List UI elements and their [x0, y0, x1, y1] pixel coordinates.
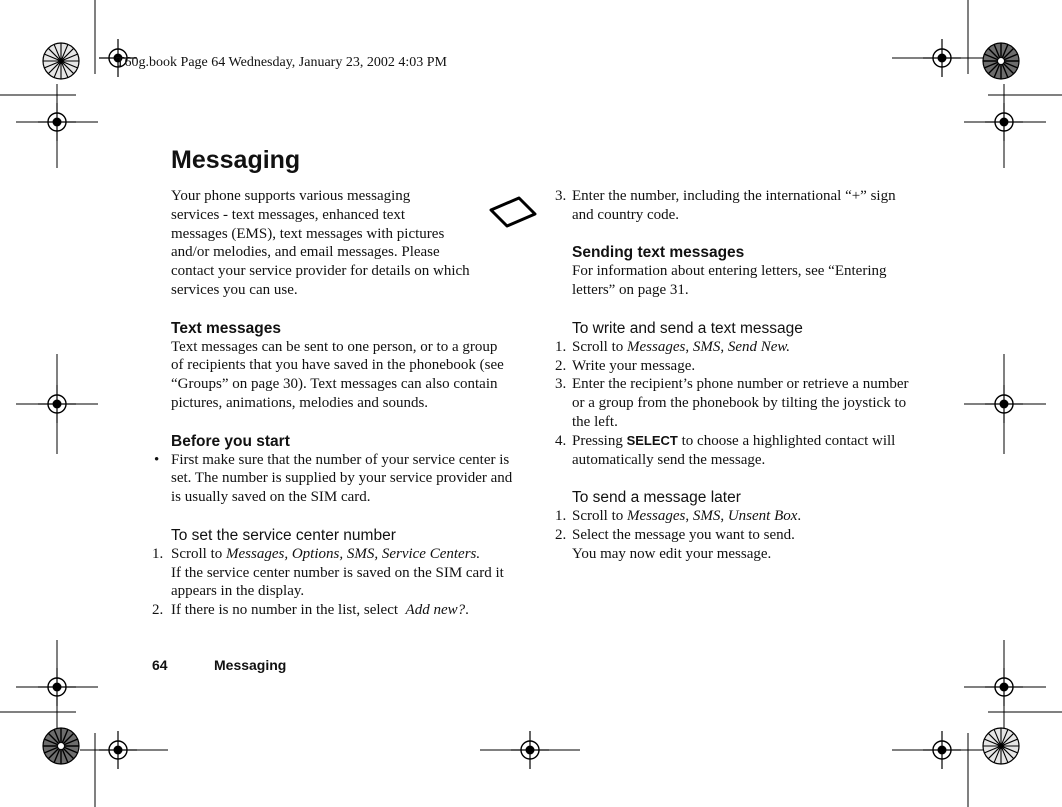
- step-text: Scroll to: [572, 338, 627, 355]
- list-item: [555, 432, 945, 470]
- step-number: 1.: [152, 545, 164, 562]
- bullet-line: First make sure that the number of your service center is: [171, 451, 510, 468]
- step-text: or a group from the phonebook by tilting the joystick to: [572, 395, 907, 412]
- page-title: Messaging: [171, 146, 301, 174]
- step-text: automatically send the message.: [572, 451, 766, 468]
- intro-line: services you can use.: [171, 281, 298, 298]
- before-you-start-heading: Before you start: [171, 432, 290, 450]
- send-later-heading: To send a message later: [572, 489, 741, 507]
- write-send-heading: To write and send a text message: [572, 319, 803, 337]
- list-item: 1. Scroll to Messages, SMS, Unsent Box.: [555, 508, 802, 525]
- left-column: [152, 187, 537, 620]
- text-messages-line: pictures, animations, melodies and sounds.: [171, 394, 429, 411]
- before-you-start-list: [152, 451, 537, 507]
- step-text: the left.: [572, 413, 618, 430]
- list-item: [152, 601, 537, 620]
- intro-line: contact your service provider for details on which: [171, 263, 470, 280]
- text-messages-heading: Text messages: [171, 319, 281, 337]
- footer-page-number: 64: [152, 657, 168, 673]
- service-center-steps: [152, 545, 537, 620]
- intro-line: and/or melodies, and email messages. Please: [171, 244, 440, 261]
- step-text: appears in the display.: [171, 583, 305, 600]
- bullet-line: set. The number is supplied by your service provider and: [171, 470, 513, 487]
- sending-heading: Sending text messages: [572, 244, 745, 262]
- list-item: [555, 375, 945, 431]
- step-text: .: [476, 545, 481, 562]
- text-messages-line: Text messages can be sent to one person, or to a group: [171, 338, 498, 355]
- step-number: 1.: [555, 338, 567, 355]
- step-number: 2.: [555, 357, 567, 374]
- list-item: [152, 451, 537, 507]
- menu-path: Messages, Options, SMS, Service Centers: [226, 545, 477, 562]
- step-number: 4.: [555, 432, 567, 449]
- print-header-stamp: T60g.book Page 64 Wednesday, January 23, 2002 4:03 PM: [116, 55, 447, 70]
- list-item: [152, 545, 537, 601]
- intro-line: Your phone supports various messaging: [171, 188, 411, 204]
- intro-line: messages (EMS), text messages with pictures: [171, 225, 445, 242]
- menu-item: Unsent Box: [727, 508, 798, 525]
- service-center-steps-continued: [555, 187, 945, 225]
- list-item: [555, 187, 945, 225]
- sending-line: For information about entering letters, see “Entering: [572, 263, 887, 280]
- footer-section-title: Messaging: [214, 657, 287, 673]
- menu-item: Messages: [627, 508, 686, 525]
- text-messages-line: “Groups” on page 30). Text messages can also contain: [171, 376, 498, 393]
- step-text: Pressing: [572, 432, 627, 449]
- intro-paragraph: [152, 187, 537, 300]
- menu-item: SMS: [692, 508, 721, 525]
- step-number: 3.: [555, 376, 567, 393]
- step-text: to choose a highlighted contact will: [677, 432, 896, 449]
- step-text: .: [786, 338, 791, 355]
- step-number: 2.: [152, 602, 164, 619]
- menu-item: Send New: [727, 338, 787, 355]
- sending-line: letters” on page 31.: [572, 282, 689, 299]
- menu-item: Messages: [627, 338, 686, 355]
- step-number: 1.: [555, 508, 567, 525]
- step-number: 2.: [555, 526, 567, 543]
- list-item: 1. Scroll to Messages, SMS, Send New.: [555, 338, 791, 355]
- select-key-label: SELECT: [626, 432, 678, 448]
- step-text: Scroll to: [572, 508, 627, 525]
- step-text: .: [465, 602, 469, 619]
- step-text: Enter the number, including the international “+” sign: [572, 188, 896, 204]
- send-later-steps: [555, 507, 945, 563]
- menu-item: SMS: [692, 338, 721, 355]
- step-text: If there is no number in the list, select: [171, 602, 406, 619]
- text-messages-line: of recipients that you have saved in the phonebook (see: [171, 357, 504, 374]
- step-text: Write your message.: [572, 357, 696, 374]
- intro-line: services - text messages, enhanced text: [171, 206, 406, 223]
- step-number: 3.: [555, 188, 567, 204]
- bullet-marker: •: [154, 451, 160, 468]
- list-item: [555, 526, 945, 564]
- list-item: [555, 357, 945, 376]
- step-text: Enter the recipient’s phone number or retrieve a number: [572, 376, 909, 393]
- service-center-heading: To set the service center number: [171, 526, 396, 544]
- step-text: If the service center number is saved on the SIM card it: [171, 564, 504, 581]
- bullet-line: is usually saved on the SIM card.: [171, 489, 371, 506]
- step-text: and country code.: [572, 206, 680, 223]
- step-text: .: [797, 508, 802, 525]
- step-text: Scroll to: [171, 545, 226, 562]
- step-text: Select the message you want to send.: [572, 526, 795, 543]
- menu-item: Add new?: [405, 602, 466, 619]
- right-column: [555, 187, 945, 564]
- step-text: You may now edit your message.: [572, 545, 772, 562]
- write-send-steps: [555, 338, 945, 470]
